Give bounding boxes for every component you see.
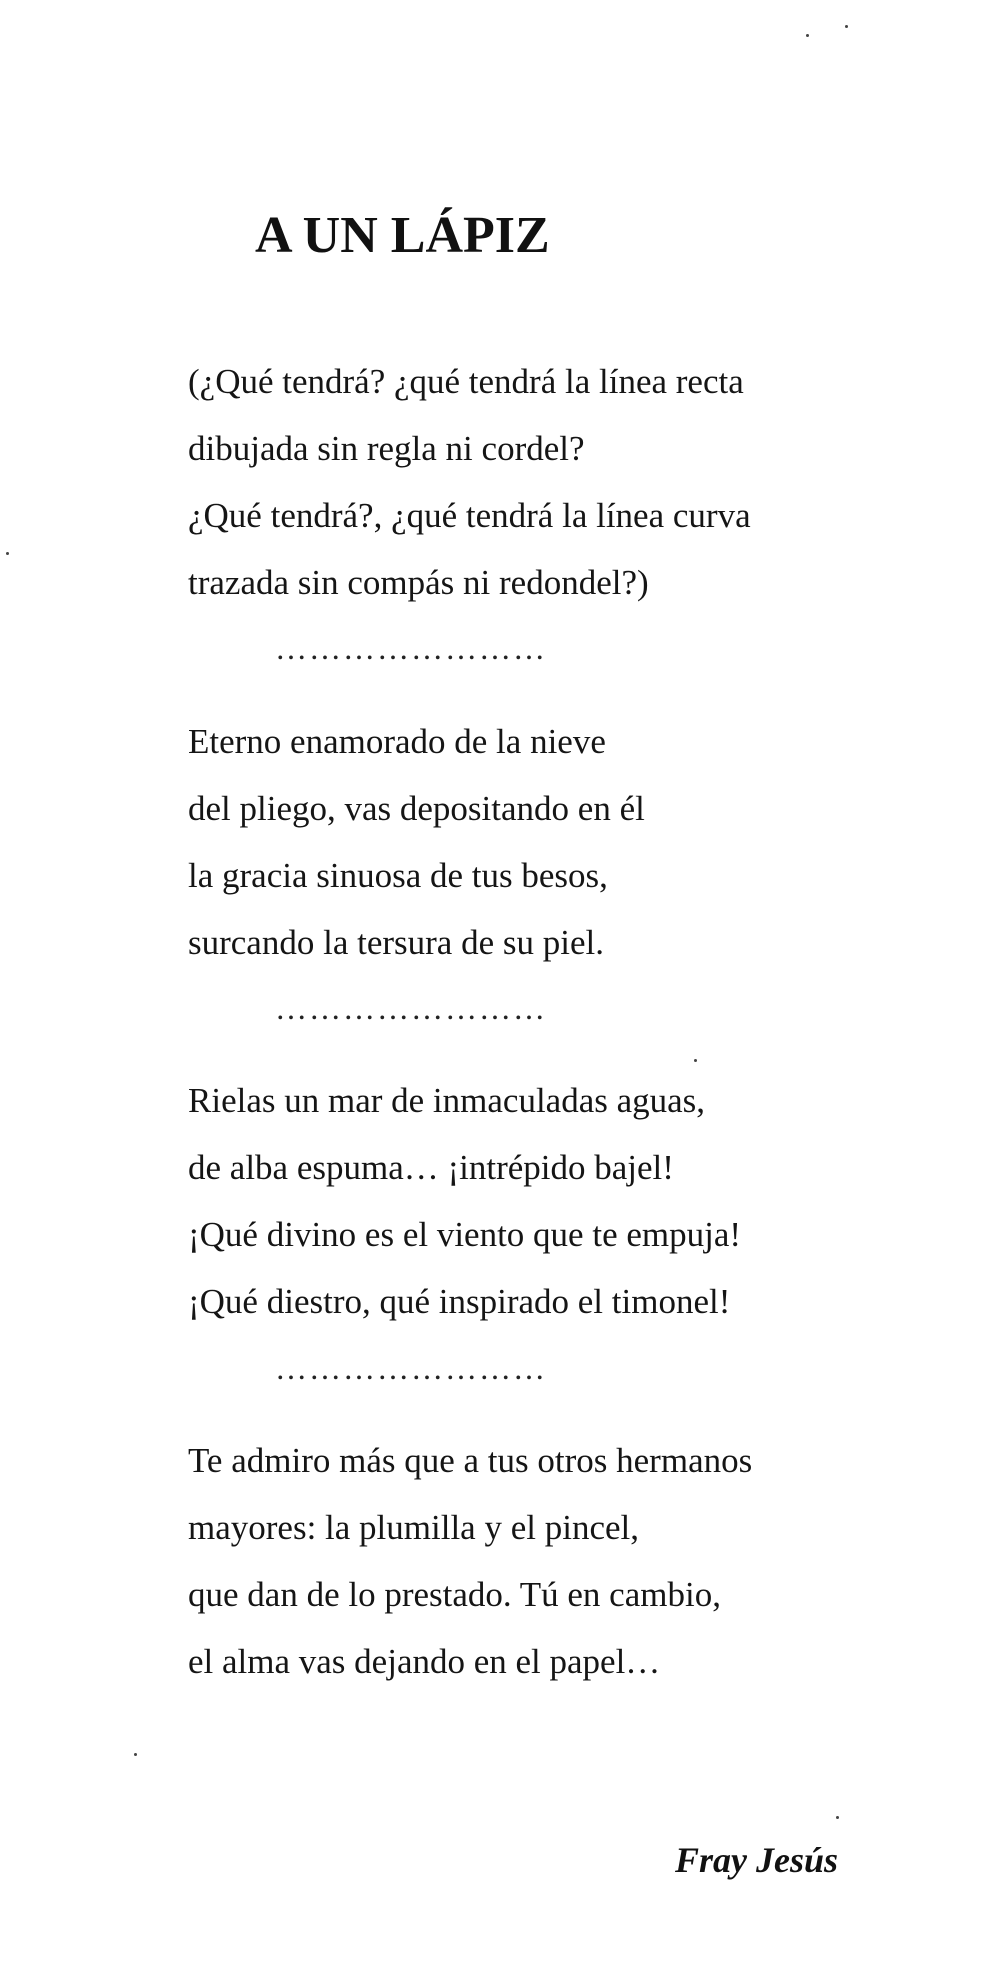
poem-line: trazada sin compás ni redondel?) [188,563,649,602]
scan-speck [836,1816,839,1819]
poem-line: dibujada sin regla ni cordel? [188,429,585,468]
poem-line: ¿Qué tendrá?, ¿qué tendrá la línea curva [188,496,751,535]
stanza-separator: …………………… [275,630,547,666]
scan-speck [845,25,848,28]
poem-line: Te admiro más que a tus otros hermanos [188,1441,753,1480]
poem-line: el alma vas dejando en el papel… [188,1642,661,1681]
stanza-4 [188,1427,888,1695]
poem-line: ¡Qué diestro, qué inspirado el timonel! [188,1282,731,1321]
poem-title: A UN LÁPIZ [255,207,550,264]
poem-line: mayores: la plumilla y el pincel, [188,1508,639,1547]
poem-line: del pliego, vas depositando en él [188,789,645,828]
stanza-3 [188,1067,888,1335]
scan-speck [6,552,9,555]
stanza-1 [188,348,888,616]
stanza-separator: …………………… [275,990,547,1026]
author-signature: Fray Jesús [675,1840,839,1880]
stanza-2 [188,708,888,976]
poem-line: ¡Qué divino es el viento que te empuja! [188,1215,742,1254]
poem-line: (¿Qué tendrá? ¿qué tendrá la línea recta [188,362,744,401]
poem-line: de alba espuma… ¡intrépido bajel! [188,1148,674,1187]
poem-line: surcando la tersura de su piel. [188,923,604,962]
poem-line: Eterno enamorado de la nieve [188,722,606,761]
poem-line: que dan de lo prestado. Tú en cambio, [188,1575,721,1614]
stanza-separator: …………………… [275,1350,547,1386]
scan-speck [806,34,809,37]
scan-speck [134,1753,137,1756]
poem-line: Rielas un mar de inmaculadas aguas, [188,1081,706,1120]
poem-line: la gracia sinuosa de tus besos, [188,856,608,895]
scan-speck [694,1059,697,1062]
